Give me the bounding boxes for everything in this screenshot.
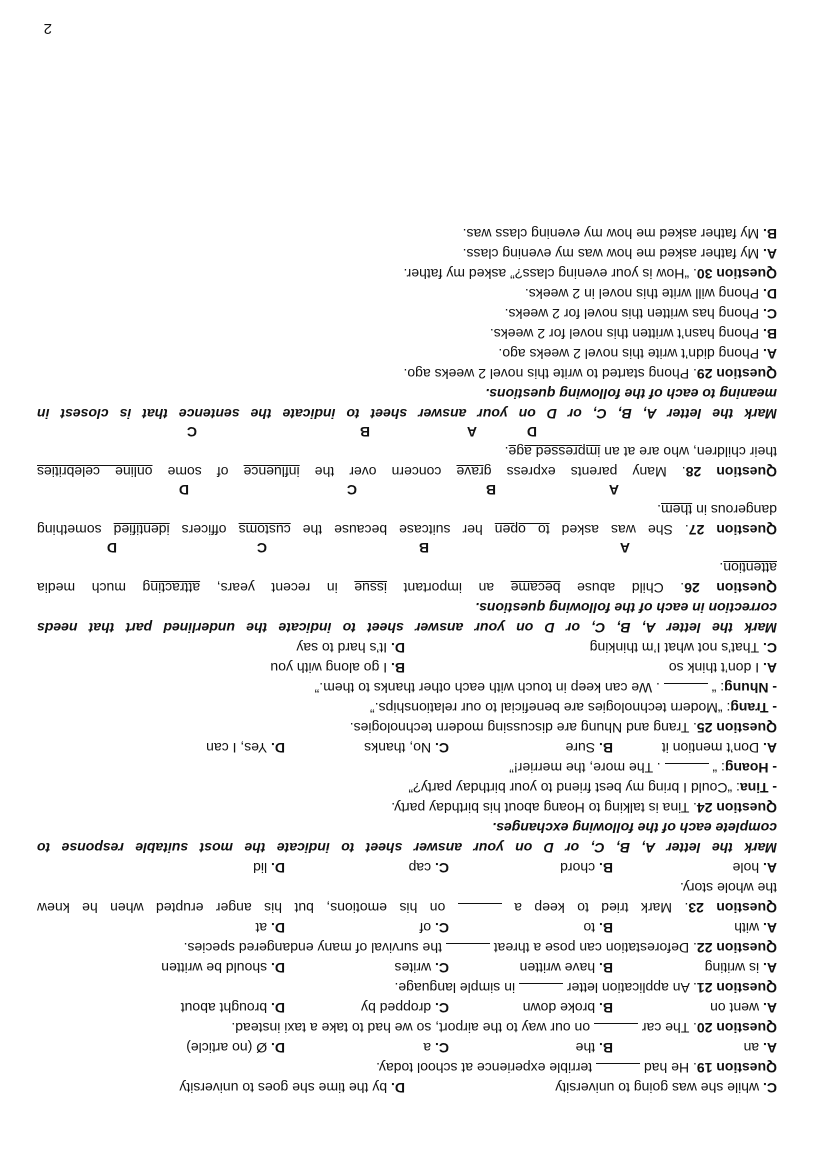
q20-options: A. went on B. broke down C. dropped by D. brought about xyxy=(180,1000,777,1016)
q21-options: A. is writing B. have written C. writes D. should be written xyxy=(161,960,777,976)
q28-stem-continued: their children, who are at an impressed age. xyxy=(504,444,777,460)
q27-stem-continued: dangerous in them. xyxy=(657,502,777,518)
q27-part-letters: A B C D xyxy=(178,482,619,498)
q19-stem: Question 19. He had terrible experience at school today. xyxy=(376,1060,777,1076)
q25-dialogue-line-2: - Nhung: “ . We can keep in touch with each other thanks to them.” xyxy=(314,680,777,696)
section-instructions-responses: Mark the letter A, B, C, or D on your answer sheet to indicate the most suitable response to complete each of the following exchanges. xyxy=(37,820,777,856)
answer-blank xyxy=(594,1023,638,1037)
answer-blank xyxy=(664,683,708,697)
q24-options: A. Don’t mention it B. Sure C. No, thanks D. Yes, I can xyxy=(206,740,777,756)
answer-blank xyxy=(446,943,490,957)
q25-options-row-2: C. That’s not what I’m thinking D. It’s hard to say xyxy=(296,640,777,656)
q30-option-a: A. My father asked me how was my evening class. xyxy=(462,246,777,262)
q18-option-d: D. by the time she goes to university xyxy=(179,1080,405,1096)
q25-dialogue-line-1: - Trang: “Modern technologies are beneficial to our relationships.” xyxy=(370,700,777,716)
q26-stem-continued: attention. xyxy=(719,560,777,576)
q23-stem: Question 23. Mark tried to keep a on his emotions, but his anger erupted when he knew xyxy=(37,900,777,916)
q30-stem: Question 30. “How is your evening class?” asked my father. xyxy=(403,266,777,282)
q26-part-letters: A B C D xyxy=(106,540,630,556)
section-instructions-closest-meaning: Mark the letter A, B, C, or D on your answer sheet to indicate the sentence that is closest in meaning to each of the following questions. xyxy=(37,386,777,422)
q19-options: A. an B. the C. a D. Ø (no article) xyxy=(186,1040,777,1056)
answer-blank xyxy=(665,763,709,777)
q29-option-b: B. Phong hasn’t written this novel for 2 weeks. xyxy=(489,326,777,342)
exam-content xyxy=(37,224,777,1098)
q24-dialogue-line-2: - Hoang: “ . The more, the merrier!” xyxy=(509,760,777,776)
q29-option-a: A. Phong didn’t write this novel 2 weeks ago. xyxy=(498,346,777,362)
q29-stem: Question 29. Phong started to write this novel 2 weeks ago. xyxy=(403,366,777,382)
q23-options: A. hole B. chord C. cap D. lid xyxy=(253,860,777,876)
q29-option-c: C. Phong has written this novel for 2 weeks. xyxy=(504,306,777,322)
q24-stem: Question 24. Tina is talking to Hoang about his birthday party. xyxy=(391,800,777,816)
answer-blank xyxy=(458,903,502,917)
section-instructions-errors: Mark the letter A, B, C, or D on your answer sheet to indicate the underlined part that needs correction in each of the following questions. xyxy=(37,600,777,636)
q25-stem: Question 25. Trang and Nhung are discussing modern technologies. xyxy=(349,720,777,736)
q29-option-d: D. Phong will write this novel in 2 weeks. xyxy=(524,286,777,302)
q22-stem: Question 22. Deforestation can pose a threat the survival of many endangered species. xyxy=(183,940,777,956)
q18-option-c: C. while she was going to university xyxy=(555,1080,777,1096)
q28-stem: Question 28. Many parents express grave concern over the influence of some online celebrities xyxy=(37,464,777,480)
q28-part-letters: A B C D xyxy=(186,424,537,440)
q25-options-row-1: A. I don’t think so B. I go along with you xyxy=(270,660,777,676)
answer-blank xyxy=(519,983,563,997)
q26-stem: Question 26. Child abuse became an important issue in recent years, attracting much media xyxy=(37,580,777,596)
answer-blank xyxy=(596,1063,640,1077)
q22-options: A. with B. to C. of D. at xyxy=(255,920,777,936)
q23-stem-continued: the whole story. xyxy=(679,880,777,896)
page-number: 2 xyxy=(43,20,52,37)
q20-stem: Question 20. The car on our way to the airport, so we had to take a taxi instead. xyxy=(231,1020,777,1036)
q21-stem: Question 21. An application letter in simple language. xyxy=(394,980,777,996)
q30-option-b: B. My father asked me how my evening class was. xyxy=(462,226,777,242)
q24-dialogue-line-1: - Tina: “Could I bring my best friend to your birthday party?” xyxy=(408,780,777,796)
q18-options xyxy=(37,1078,777,1098)
q27-stem: Question 27. She was asked to open her suitcase because the customs officers identified something xyxy=(37,522,777,538)
